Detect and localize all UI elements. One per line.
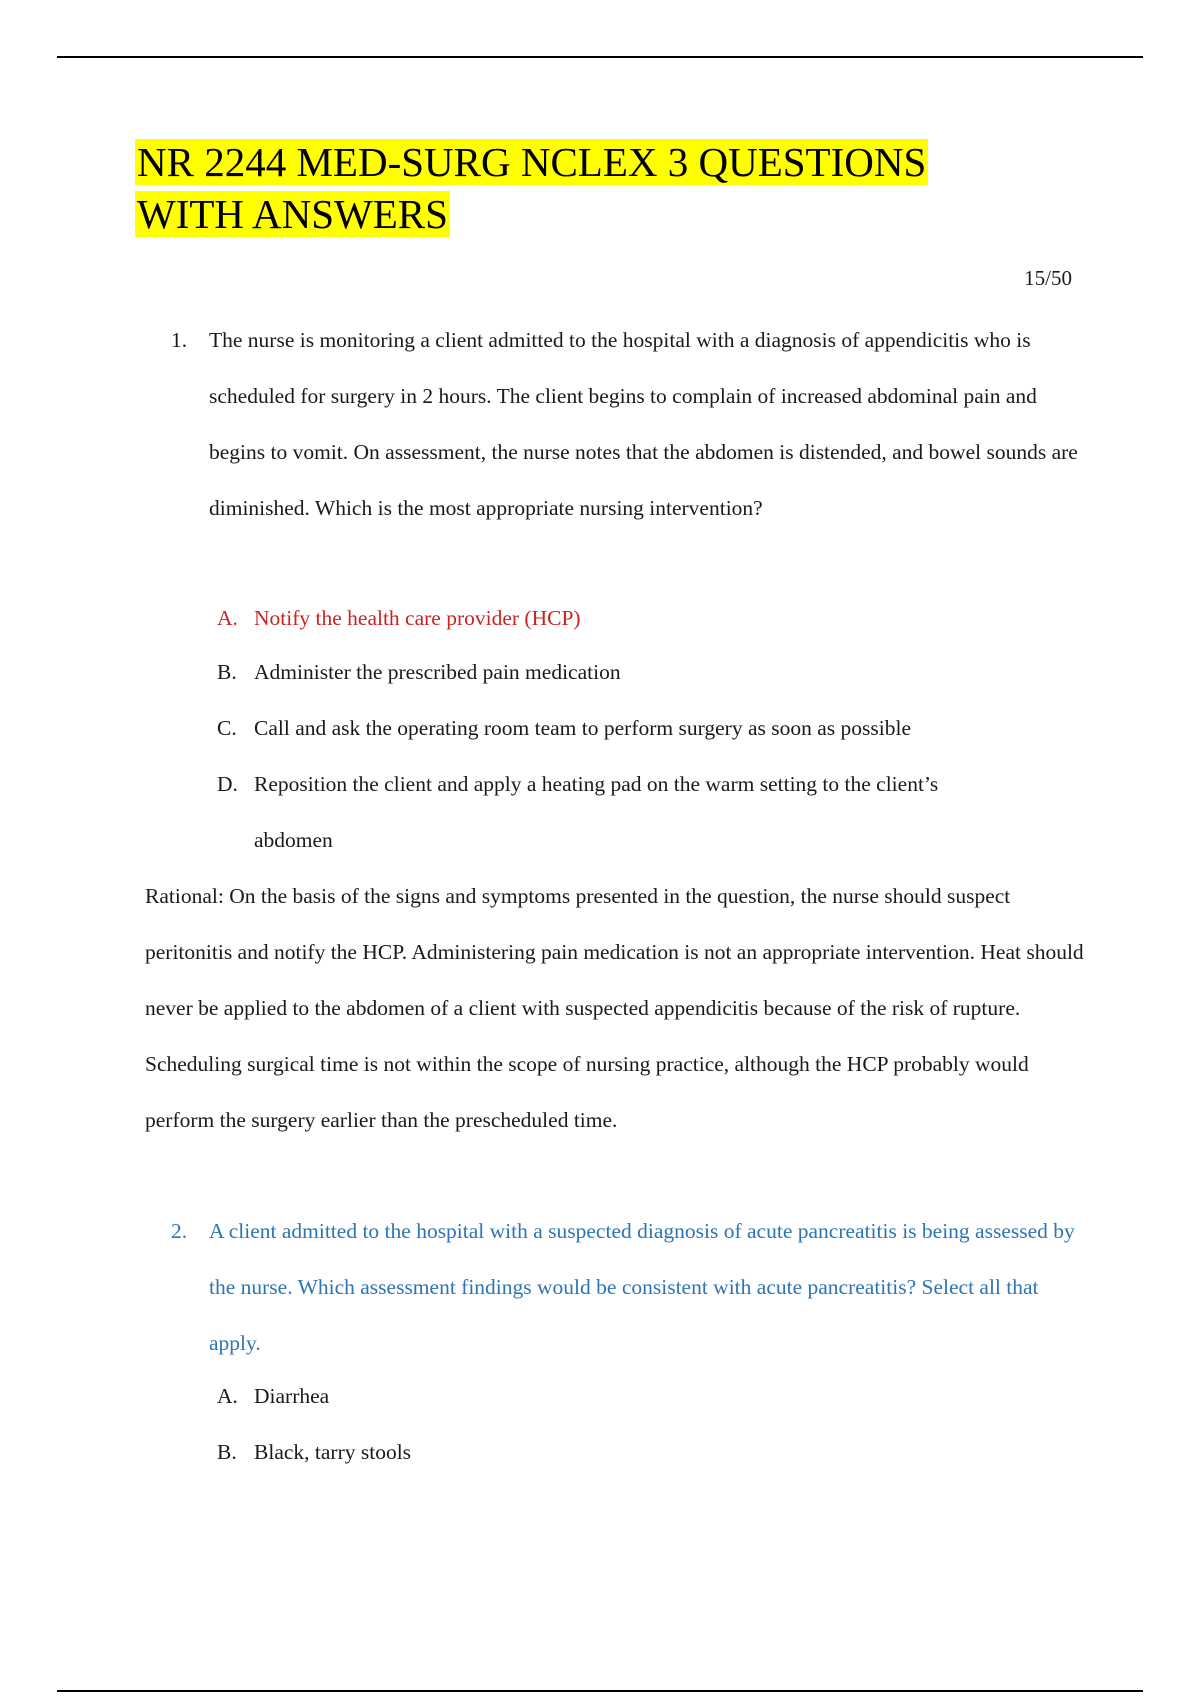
question-text: The nurse is monitoring a client admitted to the hospital with a diagnosis of appendicitis who is scheduled for surgery in 2 hours. The client begins to complain of increased abdominal pain and begins to vomit. On assessment, the nurse notes that the abdomen is distended, and bowel sounds are diminished. Which is the most appropriate nursing intervention? — [209, 328, 1078, 520]
footer-rule — [57, 1690, 1143, 1692]
option-b — [217, 644, 1017, 700]
option-b — [217, 1424, 1017, 1480]
option-text: Call and ask the operating room team to perform surgery as soon as possible — [254, 716, 911, 740]
option-c — [217, 700, 1017, 756]
option-text: Administer the prescribed pain medication — [254, 660, 621, 684]
header-rule — [57, 56, 1143, 58]
score-label: 15/50 — [1024, 266, 1072, 290]
option-letter: B. — [217, 1440, 237, 1464]
option-letter: C. — [217, 716, 237, 740]
question-1 — [171, 312, 1091, 536]
document-title — [135, 136, 1035, 240]
option-letter: A. — [217, 606, 238, 630]
question-number: 1. — [171, 328, 188, 352]
question-text: A client admitted to the hospital with a suspected diagnosis of acute pancreatitis is being assessed by the nurse. Which assessment findings would be consistent with acute pancreatitis? Select all that apply. — [209, 1219, 1075, 1355]
title-line-2: WITH ANSWERS — [137, 191, 448, 237]
option-a-correct — [217, 590, 1017, 646]
option-a — [217, 1368, 1017, 1424]
option-letter: A. — [217, 1384, 238, 1408]
option-d — [217, 756, 947, 868]
question-number: 2. — [171, 1219, 188, 1243]
option-letter: D. — [217, 772, 238, 796]
option-text: Reposition the client and apply a heating pad on the warm setting to the client’s abdomen — [254, 772, 939, 852]
option-letter: B. — [217, 660, 237, 684]
rationale-text: Rational: On the basis of the signs and symptoms presented in the question, the nurse should suspect peritonitis and notify the HCP. Administering pain medication is not an appropriate intervention. Heat should never be applied to the abdomen of a client with suspected appendicitis because of the risk of rupture. Scheduling surgical time is not within the scope of nursing practice, although the HCP probably would perform the surgery earlier than the prescheduled time. — [145, 884, 1084, 1132]
title-line-1: NR 2244 MED-SURG NCLEX 3 QUESTIONS — [137, 139, 927, 185]
option-text: Black, tarry stools — [254, 1440, 412, 1464]
option-text: Notify the health care provider (HCP) — [254, 606, 581, 630]
question-2 — [171, 1203, 1091, 1371]
option-text: Diarrhea — [254, 1384, 330, 1408]
